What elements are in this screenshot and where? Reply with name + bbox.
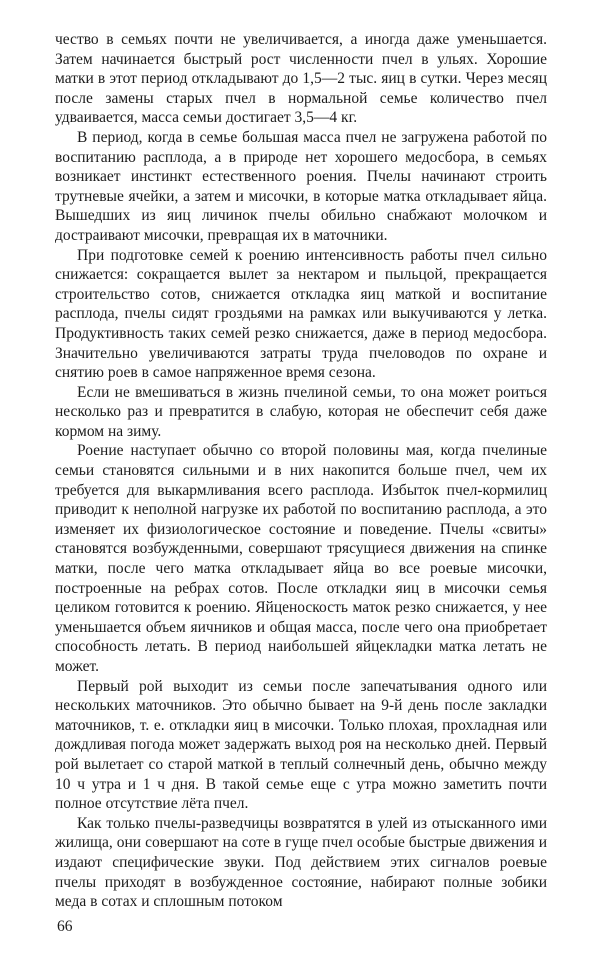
paragraph-6: Первый рой выходит из семьи после запечатывания одного или нескольких маточников. Это обычно бывает на 9-й день после закладки маточников, т. е. откладки яиц в мисочки. Только плохая, прохладная или дождливая погода может задержать выход роя на несколько дней. Первый рой вылетает со старой маткой в теплый солнечный день, обычно между 10 ч утра и 1 ч дня. В такой семье еще с утра можно заметить почти полное отсутствие лёта пчел. [55,677,547,813]
paragraph-1: чество в семьях почти не увеличивается, а иногда даже уменьшается. Затем начинается быстрый рост численности пчел в ульях. Хорошие матки в этот период откладывают до 1,5—2 тыс. яиц в сутки. Через месяц после замены старых пчел в нормальной семье количество пчел удваивается, масса семьи достигает 3,5—4 кг. [55,31,547,127]
paragraph-5: Роение наступает обычно со второй половины мая, когда пчелиные семьи становятся сильными и в них накопится больше пчел, чем их требуется для выкармливания всего расплода. Избыток пчел-кормилиц приводит к неполной нагрузке их работой по воспитанию расплода, а это изменяет их физиологическое состояние и поведение. Пчелы «свиты» становятся возбужденными, совершают трясущиеся движения на спинке матки, после чего матка откладывает яйца во все роевые мисочки, построенные на ребрах сотов. После откладки яиц в мисочки семья целиком готовится к роению. Яйценоскость маток резко снижается, у нее уменьшается объем яичников и общая масса, после чего она приобретает способность летать. В период наибольшей яйцекладки матка летать не может. [55,442,547,675]
page-body [55,30,547,912]
paragraph-7: Как только пчелы-разведчицы возвратятся в улей из отысканного ими жилища, они совершают на соте в гуще пчел особые быстрые движения и издают специфические звуки. Под действием этих сигналов роевые пчелы приходят в возбужденное состояние, набирают полные зобики меда в сотах и сплошным потоком [55,814,547,911]
paragraph-2: В период, когда в семье большая масса пчел не загружена работой по воспитанию расплода, а в природе нет хорошего медосбора, в семьях возникает инстинкт естественного роения. Пчелы начинают строить трутневые ячейки, а затем и мисочки, в которые матка откладывает яйца. Вышедших из яиц личинок пчелы обильно снабжают молочком и достраивают мисочки, превращая их в маточники. [55,128,547,244]
paragraph-3: При подготовке семей к роению интенсивность работы пчел сильно снижается: сокращается вылет за нектаром и пыльцой, прекращается строительство сотов, снижается откладка яиц маткой и воспитание расплода, пчелы сидят гроздьями на рамках или выкучиваются у летка. Продуктивность таких семей резко снижается, даже в период медосбора. Значительно увеличиваются затраты труда пчеловодов по охране и снятию роев в самое напряженное время сезона. [55,246,547,382]
page-number: 66 [57,918,73,935]
paragraph-4: Если не вмешиваться в жизнь пчелиной семьи, то она может роиться несколько раз и превратится в слабую, которая не обеспечит себя даже кормом на зиму. [55,383,547,440]
